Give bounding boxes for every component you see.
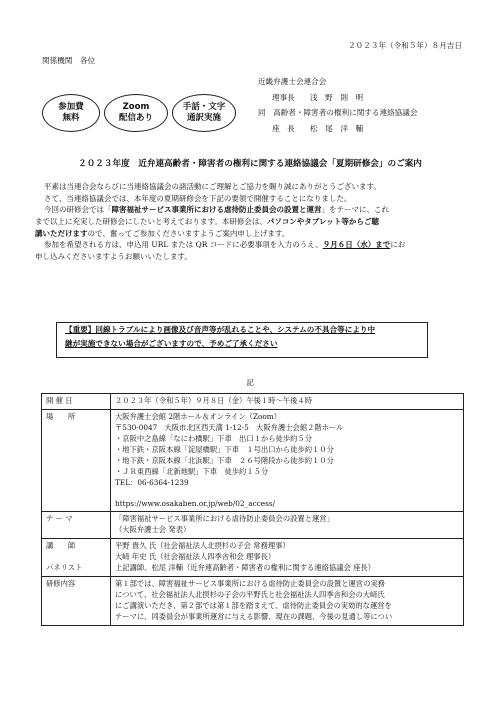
organization-block: [258, 76, 417, 138]
place-line: 大阪弁護士会館 2階ホール＆オンライン（Zoom）: [115, 411, 282, 421]
lecturer-label: [42, 539, 111, 577]
theme-line: 「障害福祉サービス事業所における虐待防止委員会の設置と運営」: [115, 514, 334, 524]
para-6-c: にお: [390, 240, 406, 250]
place-label: 場 所: [42, 409, 111, 512]
para-3-theme: 障害福祉サービス事業所における虐待防止委員会の設置と運営: [111, 205, 322, 215]
org-name: 近畿弁護士会連合会: [258, 77, 327, 86]
notice-line-1: 【重要】回線トラブルにより画像及び音声等が乱れることや、システムの不具合等により中: [65, 325, 376, 334]
para-7: 申し込みくださいますようお願いいたします。: [35, 251, 192, 261]
place-line: ・地下鉄・京阪本線「淀屋橋駅」下車 １号出口から徒歩約１０分: [115, 444, 334, 454]
place-line: ・ＪＲ東西線「北新地駅」下車 徒歩約１５分: [115, 466, 269, 476]
lecturer-1: 平野 貴久 氏（社会福祉法人北摂杉の子会 常務理事）: [115, 541, 290, 551]
theme-label: テ ー マ: [42, 512, 111, 539]
para-4-a: まで以上に充実した研修会にしたいと考えております。本研修会は、: [35, 216, 267, 226]
badge-free-line1: 参加費: [58, 101, 84, 112]
row-theme: [42, 512, 464, 539]
badge-free-line2: 無料: [62, 113, 80, 123]
badge-zoom-line1: Zoom: [122, 101, 150, 112]
content-line: にご講演いただき、第２部では第１部を踏まえて、虐待防止委員会の実効的な運営を: [115, 601, 392, 611]
para-3: [44, 204, 464, 216]
badge-interpretation-line2: 通訳実施: [186, 113, 221, 123]
badge-interpretation: [172, 94, 236, 132]
para-6: [44, 239, 464, 251]
org-council: 同 高齢者・障害者の権利に関する連絡協議会: [258, 108, 418, 117]
content-line: テーマに、同委員会が事業所運営に与える影響、現在の課題、今後の見通し等につい: [115, 612, 393, 621]
content-label: 研修内容: [42, 577, 111, 626]
deadline: ９月６日（水）まで: [322, 240, 391, 250]
issue-date: ２０２３年（令和５年）８月吉日: [348, 41, 462, 50]
badge-free: [42, 94, 100, 132]
badge-interpretation-line1: 手話・文字: [182, 101, 226, 112]
recipients: 関係機関 各位: [42, 56, 96, 65]
para-4-bold: パソコンやタブレット等からご聴: [266, 216, 379, 226]
para-2: さて、当連絡協議会では、本年度の夏期研修会を下記の要領で開催することになりました。: [44, 193, 352, 203]
para-5-b: ので、奮ってご参加くださいますようご案内申し上げます。: [87, 228, 290, 238]
access-url[interactable]: https://www.osakaben.or.jp/web/02_access/: [115, 498, 276, 508]
panel-label: パネリスト: [46, 563, 83, 573]
document-title: ２０２３年度 近弁連高齢者・障害者の権利に関する連絡協議会「夏期研修会」のご案内: [78, 159, 422, 169]
para-3-a: 今回の研修会では「: [44, 205, 112, 215]
panelists: 上記講師、松尾 洋輔（近弁連高齢者・障害者の権利に関する連絡協議会 座長）: [115, 563, 376, 573]
important-notice: [56, 322, 428, 358]
badge-zoom-line2: 配信あり: [118, 113, 153, 123]
place-line: 〒530-0047 大阪市北区西天満 1-12-5 大阪弁護士会館２階ホール: [115, 422, 344, 432]
theme-presenter: （大阪弁護士会 発表）: [115, 525, 191, 535]
row-date: [42, 394, 464, 410]
para-6-a: 参加を希望される方は、申込用 URL または QR コードに必要事項を入力のうえ、: [44, 240, 323, 250]
date-value: ２０２３年（令和５年）９月８日（金）午後１時～午後４時: [111, 394, 464, 410]
para-5-bold: 講いただけます: [35, 228, 88, 238]
para-3-c: 」をテーマに、これ: [321, 205, 389, 215]
place-spacer: [115, 489, 459, 499]
row-place: [42, 409, 464, 512]
org-chair: 理事長 浅 野 則 明: [272, 92, 364, 102]
ki-heading: 記: [246, 378, 254, 387]
theme-value: [111, 512, 464, 539]
lecturer-value: [111, 539, 464, 577]
body-text: [35, 181, 464, 262]
content-line: 第１部では、障害福祉サービス事業所における虐待防止委員会の設置と運営の実務: [115, 579, 385, 589]
place-line: ・京阪中之島線「なにわ橋駅」下車 出口１から徒歩約５分: [115, 433, 313, 443]
notice-line-2: 継が実施できない場合がございますので、予めご了承ください: [65, 339, 278, 349]
place-line: ・地下鉄・京阪本線「北浜駅」下車 ２６号階段から徒歩約１０分: [115, 455, 334, 465]
content-line: について、社会福祉法人北摂杉の子会の平野氏と社会福祉法人四季舎和会の大﨑氏: [115, 590, 385, 600]
place-value: [111, 409, 464, 512]
lecturer-label-text: 講 師: [46, 541, 76, 551]
org-leader: 座 長 松 尾 洋 輔: [272, 123, 364, 133]
para-5: [35, 228, 464, 240]
para-1: 平素は当連合会ならびに当連絡協議会の諸活動にご理解とご協力を賜り誠にありがとうございます。: [44, 182, 381, 191]
content-value: [111, 577, 464, 626]
badge-zoom: [104, 94, 168, 132]
event-details-table: [41, 393, 464, 626]
row-lecturer: [42, 539, 464, 577]
lecturer-2: 大﨑 年史 氏（社会福祉法人四季舎和会 理事長）: [115, 552, 276, 562]
para-4: [35, 216, 464, 228]
place-tel: TEL：06-6364-1239: [115, 477, 189, 487]
date-label: 開 催 日: [42, 394, 111, 410]
row-content: [42, 577, 464, 626]
